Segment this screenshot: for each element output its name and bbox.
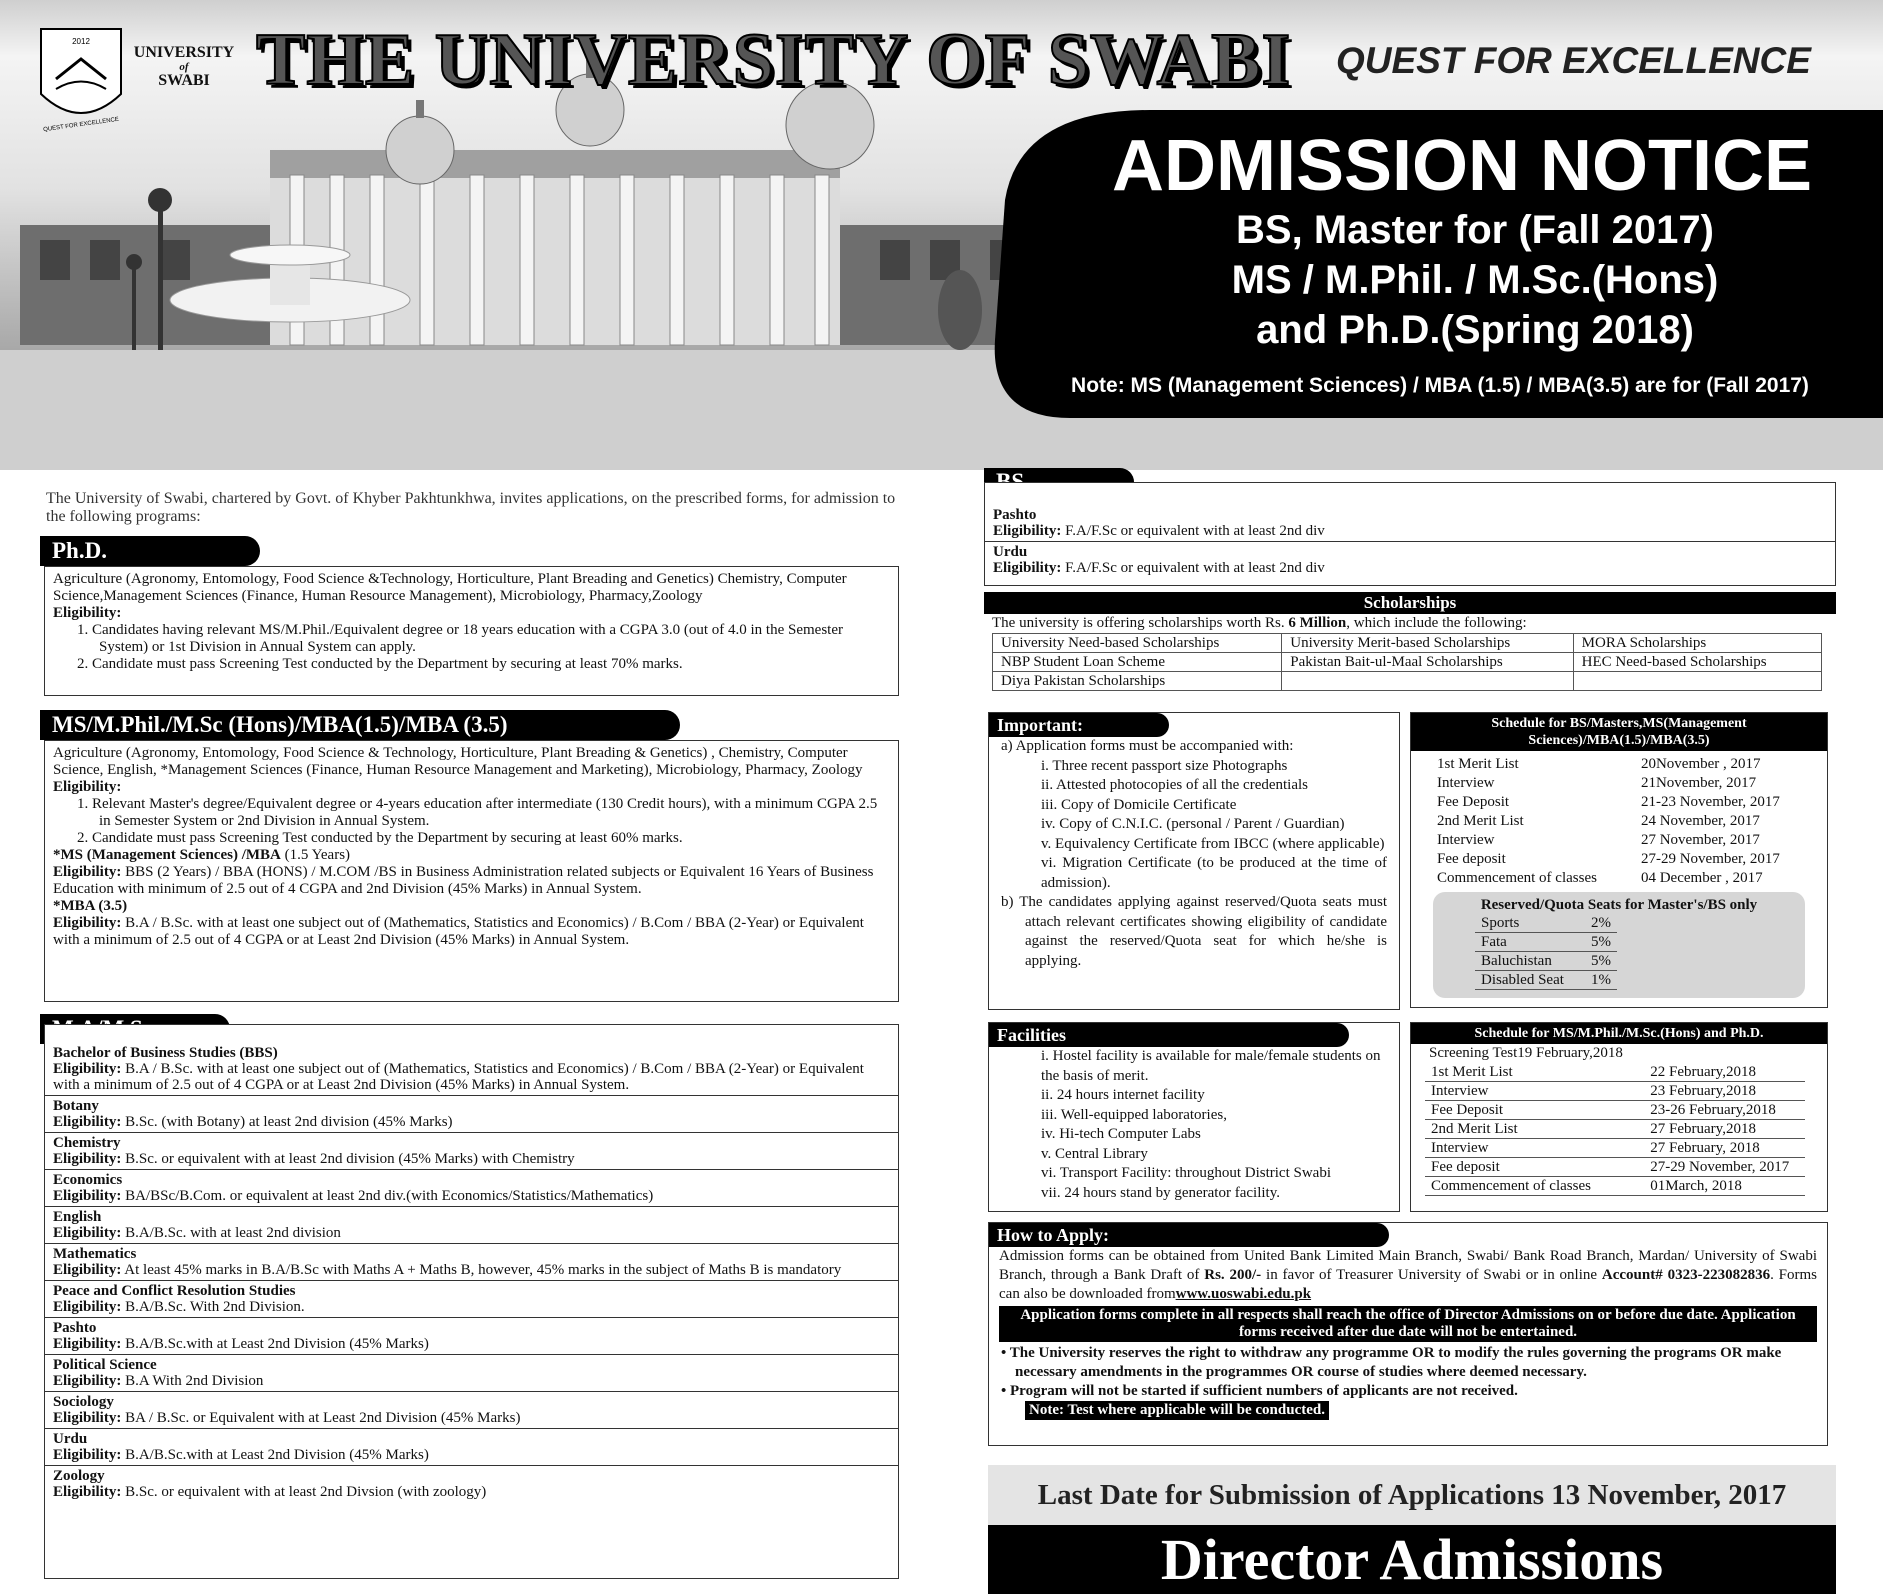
bs-program-title: Urdu <box>993 544 1028 560</box>
phd-eligibility-item: 1. Candidates having relevant MS/M.Phil./Equivalent degree or 18 years education with a CGPA 3.0 (out of 4.0 in the Semester System) or 1st Division in Annual System can apply. <box>77 622 843 655</box>
intro-paragraph: The University of Swabi, chartered by Govt. of Khyber Pakhtunkhwa, invites applications, on the prescribed forms, for admission to the following programs: <box>46 490 896 525</box>
important-a: a) Application forms must be accompanied with: <box>1001 738 1294 754</box>
mba15-eligibility-label: Eligibility: <box>53 864 122 880</box>
ma-eligibility: BA/BSc/B.Com. or equivalent at least 2nd div.(with Economics/Statistics/Mathematics) <box>125 1188 654 1204</box>
quota-category: Disabled Seat <box>1475 971 1585 990</box>
ma-eligibility: At least 45% marks in B.A/B.Sc with Maths A + Maths B, however, 45% marks in the subject of Maths B is mandatory <box>124 1262 842 1278</box>
svg-text:2012: 2012 <box>72 37 90 46</box>
quota-percent: 2% <box>1585 914 1617 933</box>
quota-category: Fata <box>1475 933 1585 952</box>
ma-program <box>45 1206 898 1243</box>
apply-bullet: • Program will not be started if sufficient numbers of applicants are not received. <box>1001 1383 1518 1399</box>
schedule-event: Interview <box>1437 775 1495 791</box>
schedule-date: 27 February, 2018 <box>1644 1139 1805 1158</box>
test-note: Note: Test where applicable will be conducted. <box>1025 1401 1329 1420</box>
bs-section <box>984 482 1836 586</box>
schedule-bs-row <box>1433 869 1784 888</box>
ma-eligibility-label: Eligibility: <box>53 1188 122 1204</box>
important-item: ii. Attested photocopies of all the credentials <box>1041 777 1309 793</box>
ma-program-title: Sociology <box>53 1394 114 1410</box>
screening-test-date: Screening Test19 February,2018 <box>1429 1045 1623 1061</box>
quota-row <box>1475 971 1617 990</box>
scholarship-cell: HEC Need-based Scholarships <box>1573 653 1821 672</box>
director-admissions: Director Admissions <box>988 1525 1836 1594</box>
ma-eligibility-label: Eligibility: <box>53 1262 122 1278</box>
scholarships-intro: The university is offering scholarships worth Rs. 6 Million, which include the following: <box>992 615 1527 631</box>
phd-section-tab: Ph.D. <box>40 536 260 566</box>
schedule-ms-row <box>1425 1139 1805 1158</box>
schedule-event: Fee Deposit <box>1437 794 1510 810</box>
ma-program <box>45 1243 898 1280</box>
schedule-date: 21November, 2017 <box>1640 775 1757 791</box>
quota-percent: 5% <box>1585 952 1617 971</box>
schedule-bs-row <box>1433 812 1784 831</box>
schedule-ms-row <box>1425 1158 1805 1177</box>
ma-program <box>45 1391 898 1428</box>
quota-percent: 1% <box>1585 971 1617 990</box>
schedule-bs-section <box>1410 712 1828 1008</box>
schedule-ms-row <box>1425 1082 1805 1101</box>
facility-item: ii. 24 hours internet facility <box>1041 1087 1205 1103</box>
ma-eligibility: B.Sc. or equivalent with at least 2nd Divsion (with zoology) <box>125 1484 487 1500</box>
important-title: Important: <box>989 713 1169 737</box>
schedule-date: 01March, 2018 <box>1644 1177 1805 1196</box>
facility-item: iv. Hi-tech Computer Labs <box>1041 1126 1201 1142</box>
ma-eligibility-label: Eligibility: <box>53 1373 122 1389</box>
bs-eligibility: F.A/F.Sc or equivalent with at least 2nd div <box>1065 560 1325 576</box>
important-item: iii. Copy of Domicile Certificate <box>1041 796 1237 813</box>
quota-percent: 5% <box>1585 933 1617 952</box>
ma-eligibility-label: Eligibility: <box>53 1410 122 1426</box>
schedule-event: 1st Merit List <box>1437 756 1519 772</box>
ma-eligibility-label: Eligibility: <box>53 1225 122 1241</box>
apply-bullet: • The University reserves the right to withdraw any programme OR to modify the rules governing the programs OR make necessary amendments in the programmes OR course of studies where deemed necessary. <box>1001 1345 1782 1380</box>
ma-eligibility-label: Eligibility: <box>53 1484 122 1500</box>
ma-program-title: Botany <box>53 1098 99 1114</box>
schedule-date: 20November , 2017 <box>1640 756 1761 772</box>
ma-eligibility-label: Eligibility: <box>53 1114 122 1130</box>
schedule-event: 2nd Merit List <box>1425 1120 1644 1139</box>
admission-notice-title: ADMISSION NOTICE <box>1111 126 1813 206</box>
schedule-event: Commencement of classes <box>1425 1177 1644 1196</box>
schedule-date: 27 November, 2017 <box>1640 832 1760 848</box>
schedule-date: 21-23 November, 2017 <box>1640 794 1780 810</box>
schedule-date: 27-29 November, 2017 <box>1644 1158 1805 1177</box>
important-b: b) The candidates applying against reserved/Quota seats must attach relevant certificates showing eligibility of candidate against the reserved/Quota seat for which he/she is applying. <box>1001 894 1387 969</box>
ma-eligibility-label: Eligibility: <box>53 1299 122 1315</box>
ma-program <box>45 1132 898 1169</box>
ma-program-title: Urdu <box>53 1431 88 1447</box>
schedule-bs-table <box>1433 755 1784 888</box>
schedule-date: 27-29 November, 2017 <box>1640 851 1780 867</box>
schedule-event: 2nd Merit List <box>1437 813 1524 829</box>
schedule-ms-table <box>1425 1063 1805 1196</box>
ma-eligibility: B.Sc. or equivalent with at least 2nd division (45% Marks) with Chemistry <box>125 1151 575 1167</box>
ms-eligibility-item: 2. Candidate must pass Screening Test conducted by the Department by securing at least 60% marks. <box>77 830 683 846</box>
schedule-date: 27 February,2018 <box>1644 1120 1805 1139</box>
ma-program <box>45 1317 898 1354</box>
phd-section <box>44 566 899 696</box>
scholarship-cell: Diya Pakistan Scholarships <box>993 672 1282 691</box>
quota-row <box>1475 933 1617 952</box>
ma-section <box>44 1024 899 1579</box>
important-item: i. Three recent passport size Photographs <box>1041 757 1288 774</box>
phd-programs: Agriculture (Agronomy, Entomology, Food Science &Technology, Horticulture, Plant Breading and Genetics) Chemistry, Computer Science,Management Sciences (Finance, Human Resource Management), Microbiology, Pharmacy,Zoology <box>53 571 847 604</box>
ms-eligibility-label: Eligibility: <box>53 779 122 795</box>
scholarship-cell: University Merit-based Scholarships <box>1282 634 1573 653</box>
ma-eligibility-label: Eligibility: <box>53 1151 122 1167</box>
schedule-date: 24 November, 2017 <box>1640 813 1760 829</box>
schedule-event: Interview <box>1437 832 1495 848</box>
schedule-ms-section <box>1410 1022 1828 1212</box>
quota-title: Reserved/Quota Seats for Master's/BS only <box>1480 897 1758 913</box>
motto: QUEST FOR EXCELLENCE <box>1336 40 1811 81</box>
schedule-bs-row <box>1433 774 1784 793</box>
hero-banner <box>0 0 1883 470</box>
how-to-apply-section <box>988 1222 1828 1446</box>
scholarship-cell: Pakistan Bait-ul-Maal Scholarships <box>1282 653 1573 672</box>
ms-eligibility-item: 1. Relevant Master's degree/Equivalent degree or 4-years education after intermediate (130 Credit hours), with a minimum CGPA 2.5 in Semester System or 2nd Division in Annual System. <box>77 796 878 829</box>
ma-eligibility: B.A/B.Sc.with at Least 2nd Division (45% Marks) <box>125 1336 429 1352</box>
ma-program-title: Chemistry <box>53 1135 121 1151</box>
ma-eligibility: B.A With 2nd Division <box>125 1373 264 1389</box>
ma-eligibility: B.Sc. (with Botany) at least 2nd division (45% Marks) <box>125 1114 453 1130</box>
svg-text:QUEST FOR EXCELLENCE: QUEST FOR EXCELLENCE <box>42 116 120 134</box>
bs-eligibility: F.A/F.Sc or equivalent with at least 2nd div <box>1065 523 1325 539</box>
mba15-title: *MS (Management Sciences) /MBA <box>53 847 281 863</box>
schedule-bs-row <box>1433 793 1784 812</box>
ma-program-title: Political Science <box>53 1357 157 1373</box>
bs-eligibility-label: Eligibility: <box>993 523 1062 539</box>
ma-program-title: English <box>53 1209 102 1225</box>
ma-eligibility: BA / B.Sc. or Equivalent with at Least 2nd Division (45% Marks) <box>125 1410 521 1426</box>
ms-section-tab: MS/M.Phil./M.Sc (Hons)/MBA(1.5)/MBA (3.5) <box>40 710 680 740</box>
schedule-ms-row <box>1425 1177 1805 1196</box>
mba35-eligibility: B.A / B.Sc. with at least one subject out of (Mathematics, Statistics and Economics) / B.Com / BBA (2-Year) or Equivalent with a minimum of 2.5 out of 4 CGPA or at Least 2nd Division (45% Marks) in Annual System. <box>53 915 864 948</box>
facilities-section <box>988 1022 1400 1212</box>
schedule-event: Interview <box>1425 1082 1644 1101</box>
quota-row <box>1475 914 1617 933</box>
ma-program <box>45 1169 898 1206</box>
how-to-apply-text: Admission forms can be obtained from United Bank Limited Main Branch, Swabi/ Bank Road Branch, Mardan/ University of Swabi Branch, through a Bank Draft of Rs. 200/- in favor of Treasurer University of Swabi or in online Account# 0323-223082836. Forms can also be downloaded fromwww.uoswabi.edu.pk <box>999 1248 1818 1302</box>
schedule-date: 22 February,2018 <box>1644 1063 1805 1082</box>
scholarship-cell: NBP Student Loan Scheme <box>993 653 1282 672</box>
facility-item: vii. 24 hours stand by generator facility. <box>1041 1184 1280 1201</box>
scholarships-title: Scholarships <box>984 592 1836 614</box>
phd-eligibility-label: Eligibility: <box>53 605 122 621</box>
bs-program <box>985 541 1835 578</box>
quota-category: Baluchistan <box>1475 952 1585 971</box>
ms-programs: Agriculture (Agronomy, Entomology, Food Science & Technology, Horticulture, Plant Breading & Genetics) , Chemistry, Computer Science, English, *Management Sciences (Finance, Human Resource Management and Marketing), Microbiology, Pharmacy, Zoology <box>53 745 863 778</box>
ma-program <box>45 1043 898 1095</box>
quota-row <box>1475 952 1617 971</box>
ma-program <box>45 1095 898 1132</box>
scholarships-section <box>984 592 1836 698</box>
ma-program-title: Peace and Conflict Resolution Studies <box>53 1283 296 1299</box>
ma-program-title: Pashto <box>53 1320 97 1336</box>
mba15-duration: (1.5 Years) <box>284 847 351 863</box>
quota-table <box>1475 914 1617 990</box>
quota-box <box>1433 892 1805 998</box>
schedule-event: Fee Deposit <box>1425 1101 1644 1120</box>
ma-eligibility-label: Eligibility: <box>53 1336 122 1352</box>
website-link[interactable]: www.uoswabi.edu.pk <box>1175 1286 1312 1302</box>
ma-program <box>45 1428 898 1465</box>
schedule-event: Commencement of classes <box>1437 870 1597 886</box>
mba15-eligibility: BBS (2 Years) / BBA (HONS) / M.COM /BS in Business Administration related subjects or Equivalent 16 Years of Business Education with minimum of 2.5 out of 4 CGPA and 2nd Division (45% Marks) in Annual System. <box>53 864 874 897</box>
ma-program-title: Mathematics <box>53 1246 137 1262</box>
schedule-ms-row <box>1425 1101 1805 1120</box>
scholarships-table <box>992 633 1822 691</box>
ma-eligibility: B.A/B.Sc.with at Least 2nd Division (45% Marks) <box>125 1447 429 1463</box>
schedule-ms-title: Schedule for MS/M.Phil./M.Sc.(Hons) and Ph.D. <box>1411 1023 1827 1044</box>
university-title: THE UNIVERSITY OF SWABI <box>256 19 1292 101</box>
phd-eligibility-item: 2. Candidate must pass Screening Test conducted by the Department by securing at least 70% marks. <box>77 656 683 672</box>
schedule-ms-row <box>1425 1063 1805 1082</box>
mba35-title: *MBA (3.5) <box>53 898 128 914</box>
how-to-apply-title: How to Apply: <box>989 1223 1389 1247</box>
notice-fall-note: Note: MS (Management Sciences) / MBA (1.5) / MBA(3.5) are for (Fall 2017) <box>1071 374 1809 397</box>
facility-item: vi. Transport Facility: throughout District Swabi <box>1041 1165 1332 1181</box>
mba35-eligibility-label: Eligibility: <box>53 915 122 931</box>
schedule-event: Interview <box>1425 1139 1644 1158</box>
schedule-bs-row <box>1433 831 1784 850</box>
ma-eligibility: B.A/B.Sc. With 2nd Division. <box>125 1299 305 1315</box>
schedule-event: 1st Merit List <box>1425 1063 1644 1082</box>
schedule-date: 04 December , 2017 <box>1640 870 1763 886</box>
important-item: v. Equivalency Certificate from IBCC (where applicable) <box>1041 835 1385 852</box>
schedule-date: 23-26 February,2018 <box>1644 1101 1805 1120</box>
last-date-banner: Last Date for Submission of Applications 13 November, 2017 <box>988 1465 1836 1525</box>
bs-eligibility-label: Eligibility: <box>993 560 1062 576</box>
ma-program-title: Economics <box>53 1172 123 1188</box>
schedule-event: Fee deposit <box>1425 1158 1644 1177</box>
ma-program <box>45 1280 898 1317</box>
ma-program <box>45 1354 898 1391</box>
schedule-ms-row <box>1425 1120 1805 1139</box>
facility-item: i. Hostel facility is available for male/female students on the basis of merit. <box>1041 1048 1381 1084</box>
ms-section <box>44 740 899 1002</box>
schedule-date: 23 February,2018 <box>1644 1082 1805 1101</box>
deadline-banner: Application forms complete in all respects shall reach the office of Director Admissions on or before due date. Application forms received after due date will not be entertained. <box>999 1306 1817 1342</box>
ma-eligibility-label: Eligibility: <box>53 1061 122 1077</box>
ma-program <box>45 1465 898 1502</box>
bank-account: Account# 0323-223082836 <box>1601 1267 1771 1283</box>
schedule-bs-row <box>1433 755 1784 774</box>
ma-program-title: Zoology <box>53 1468 105 1484</box>
university-logo <box>36 24 126 134</box>
ma-eligibility: B.A/B.Sc. with at least 2nd division <box>125 1225 341 1241</box>
bs-program <box>985 505 1835 541</box>
ma-program-title: Bachelor of Business Studies (BBS) <box>53 1045 278 1061</box>
notice-programs-line-3: and Ph.D.(Spring 2018) <box>1256 308 1694 352</box>
important-item: vi. Migration Certificate (to be produced at the time of admission). <box>1041 855 1387 891</box>
important-section <box>988 712 1400 1010</box>
ma-eligibility: B.A / B.Sc. with at least one subject out of (Mathematics, Statistics and Economics) / B.Com / BBA (2-Year) or Equivalent with a minimum of 2.5 out of 4 CGPA or at Least 2nd Division (45% Marks) in Annual System. <box>53 1061 864 1093</box>
schedule-bs-row <box>1433 850 1784 869</box>
bs-program-title: Pashto <box>993 507 1037 523</box>
facility-item: v. Central Library <box>1041 1145 1148 1162</box>
notice-programs-line-1: BS, Master for (Fall 2017) <box>1236 208 1714 252</box>
logo-wordmark: UNIVERSITY of SWABI <box>133 44 235 89</box>
important-item: iv. Copy of C.N.I.C. (personal / Parent / Guardian) <box>1041 816 1345 832</box>
scholarship-cell: MORA Scholarships <box>1573 634 1821 653</box>
facility-item: iii. Well-equipped laboratories, <box>1041 1106 1227 1123</box>
quota-category: Sports <box>1475 914 1585 933</box>
scholarship-cell: University Need-based Scholarships <box>993 634 1282 653</box>
schedule-bs-title: Schedule for BS/Masters,MS(Management Sciences)/MBA(1.5)/MBA(3.5) <box>1411 713 1827 751</box>
schedule-event: Fee deposit <box>1437 851 1506 867</box>
facilities-title: Facilities <box>989 1023 1349 1047</box>
notice-programs-line-2: MS / M.Phil. / M.Sc.(Hons) <box>1231 258 1719 302</box>
ma-eligibility-label: Eligibility: <box>53 1447 122 1463</box>
